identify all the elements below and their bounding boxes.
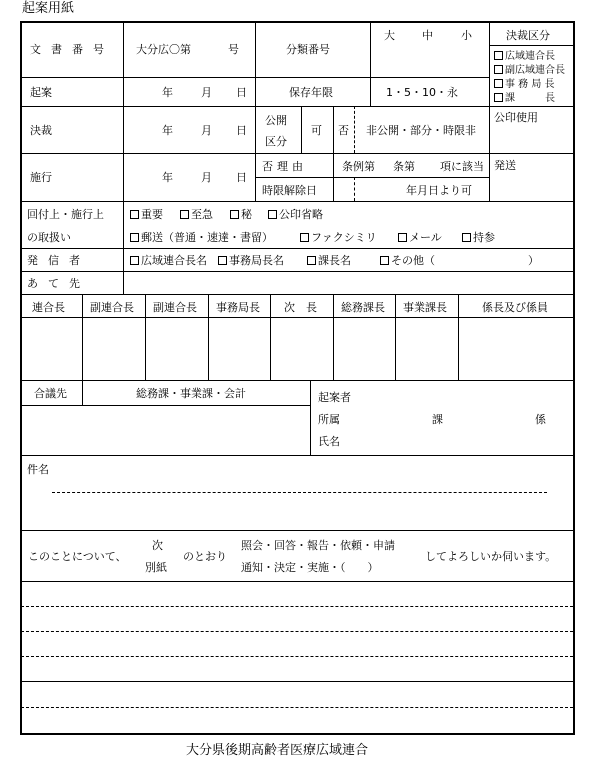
checkbox[interactable]	[130, 210, 139, 219]
checkbox[interactable]	[307, 256, 316, 265]
sender-option-3[interactable]: 課長名	[307, 255, 351, 266]
approval-option-2[interactable]: 副広域連合長	[494, 65, 565, 76]
drafter-name: 氏名	[318, 435, 340, 448]
disclosure-label-2: 区分	[265, 135, 287, 148]
frame-top	[20, 21, 575, 23]
sender-close-paren: ）	[528, 254, 539, 267]
frame-right	[573, 21, 575, 735]
disclosure-label-1: 公開	[265, 114, 287, 127]
doc-number-suffix: 号	[228, 43, 239, 56]
form-title: 起案用紙	[22, 1, 75, 16]
statement-types-1: 照会・回答・報告・依頼・申請	[241, 539, 395, 552]
drafting-day: 日	[236, 86, 247, 99]
statement-types-2: 通知・決定・実施・（ ）	[241, 561, 379, 574]
disclosure-options: 非公開・部分・時限非	[366, 124, 476, 137]
reason-value-2: 条第	[393, 160, 415, 173]
handling-email[interactable]: メール	[398, 232, 442, 243]
stamp-header-6: 総務課長	[341, 301, 385, 314]
statement-prefix: このことについて、	[28, 550, 127, 563]
sender-label: 発信者	[27, 254, 90, 267]
checkbox[interactable]	[300, 233, 309, 242]
stamp-header-8: 係長及び係員	[482, 301, 548, 314]
reason-value-1: 条例第	[342, 160, 375, 173]
checkbox[interactable]	[494, 65, 503, 74]
seal-label: 公印使用	[494, 111, 538, 124]
approval-class-label: 決裁区分	[506, 29, 550, 42]
subject-label: 件名	[27, 463, 49, 476]
disclosure-yes: 可	[311, 124, 322, 137]
handling-fax[interactable]: ファクシミリ	[300, 232, 377, 243]
reason-label: 否理由	[262, 160, 307, 173]
checkbox[interactable]	[380, 256, 389, 265]
drafting-label: 起案	[30, 86, 52, 99]
decision-day: 日	[236, 124, 247, 137]
size-large: 大	[384, 29, 395, 42]
dispatch-label: 発送	[494, 159, 516, 172]
checkbox[interactable]	[462, 233, 471, 242]
drafter-label: 起案者	[318, 391, 351, 404]
doc-number-prefix: 大分広〇第	[136, 43, 191, 56]
statement-choice-1: 次	[152, 539, 163, 552]
retention-label: 保存年限	[289, 86, 333, 99]
statement-choice-2: 別紙	[145, 561, 167, 574]
handling-carry[interactable]: 持参	[462, 232, 495, 243]
sender-option-4[interactable]: その他（	[380, 255, 435, 266]
approval-option-1[interactable]: 広域連合長	[494, 51, 555, 62]
checkbox[interactable]	[218, 256, 227, 265]
checkbox[interactable]	[494, 79, 503, 88]
decision-label: 決裁	[30, 124, 52, 137]
checkbox[interactable]	[230, 210, 239, 219]
footer-organization: 大分県後期高齢者医療広域連合	[186, 743, 369, 758]
approval-option-3[interactable]: 事 務 局 長	[494, 79, 555, 90]
stamp-header-1: 連合長	[32, 301, 65, 314]
handling-secret[interactable]: 秘	[230, 209, 252, 220]
drafting-month: 月	[201, 86, 212, 99]
sender-option-1[interactable]: 広域連合長名	[130, 255, 207, 266]
sender-option-2[interactable]: 事務局長名	[218, 255, 284, 266]
time-limit-value: 年月日より可	[406, 184, 472, 197]
disclosure-no: 否	[338, 124, 349, 137]
checkbox[interactable]	[494, 51, 503, 60]
handling-label-1: 回付上・施行上	[27, 208, 104, 221]
doc-number-label: 文書番号	[30, 43, 114, 56]
time-limit-label: 時限解除日	[262, 184, 317, 197]
checkbox[interactable]	[494, 93, 503, 102]
stamp-header-4: 事務局長	[216, 301, 260, 314]
enforcement-day: 日	[236, 171, 247, 184]
checkbox[interactable]	[268, 210, 277, 219]
checkbox[interactable]	[180, 210, 189, 219]
frame-bottom	[20, 733, 575, 735]
enforcement-year: 年	[162, 171, 173, 184]
decision-year: 年	[162, 124, 173, 137]
frame-left	[20, 21, 22, 735]
handling-label-2: の取扱い	[27, 231, 71, 244]
drafter-affiliation: 所属	[318, 413, 340, 426]
retention-value: 1・5・10・永	[386, 86, 458, 99]
consult-label: 合議先	[34, 387, 67, 400]
handling-seal-omit[interactable]: 公印省略	[268, 209, 323, 220]
stamp-header-2: 副連合長	[90, 301, 134, 314]
drafter-subsection: 係	[535, 413, 546, 426]
recipient-label: あて先	[27, 277, 90, 290]
approval-option-4[interactable]: 課 長	[494, 93, 555, 104]
drafter-section: 課	[432, 413, 443, 426]
handling-important[interactable]: 重要	[130, 209, 163, 220]
class-number-label: 分類番号	[286, 43, 330, 56]
stamp-header-3: 副連合長	[153, 301, 197, 314]
enforcement-month: 月	[201, 171, 212, 184]
checkbox[interactable]	[130, 233, 139, 242]
stamp-header-7: 事業課長	[403, 301, 447, 314]
drafting-year: 年	[162, 86, 173, 99]
statement-suffix: してよろしいか伺います。	[425, 550, 557, 563]
consult-value: 総務課・事業課・会計	[136, 387, 246, 400]
checkbox[interactable]	[130, 256, 139, 265]
statement-middle: のとおり	[183, 550, 227, 563]
enforcement-label: 施行	[30, 171, 52, 184]
size-medium: 中	[422, 29, 433, 42]
handling-urgent[interactable]: 至急	[180, 209, 213, 220]
decision-month: 月	[201, 124, 212, 137]
checkbox[interactable]	[398, 233, 407, 242]
reason-value-3: 項に該当	[440, 160, 484, 173]
stamp-header-5: 次 長	[284, 301, 317, 314]
handling-mail[interactable]: 郵送（普通・速達・書留）	[130, 232, 273, 243]
size-small: 小	[461, 29, 472, 42]
